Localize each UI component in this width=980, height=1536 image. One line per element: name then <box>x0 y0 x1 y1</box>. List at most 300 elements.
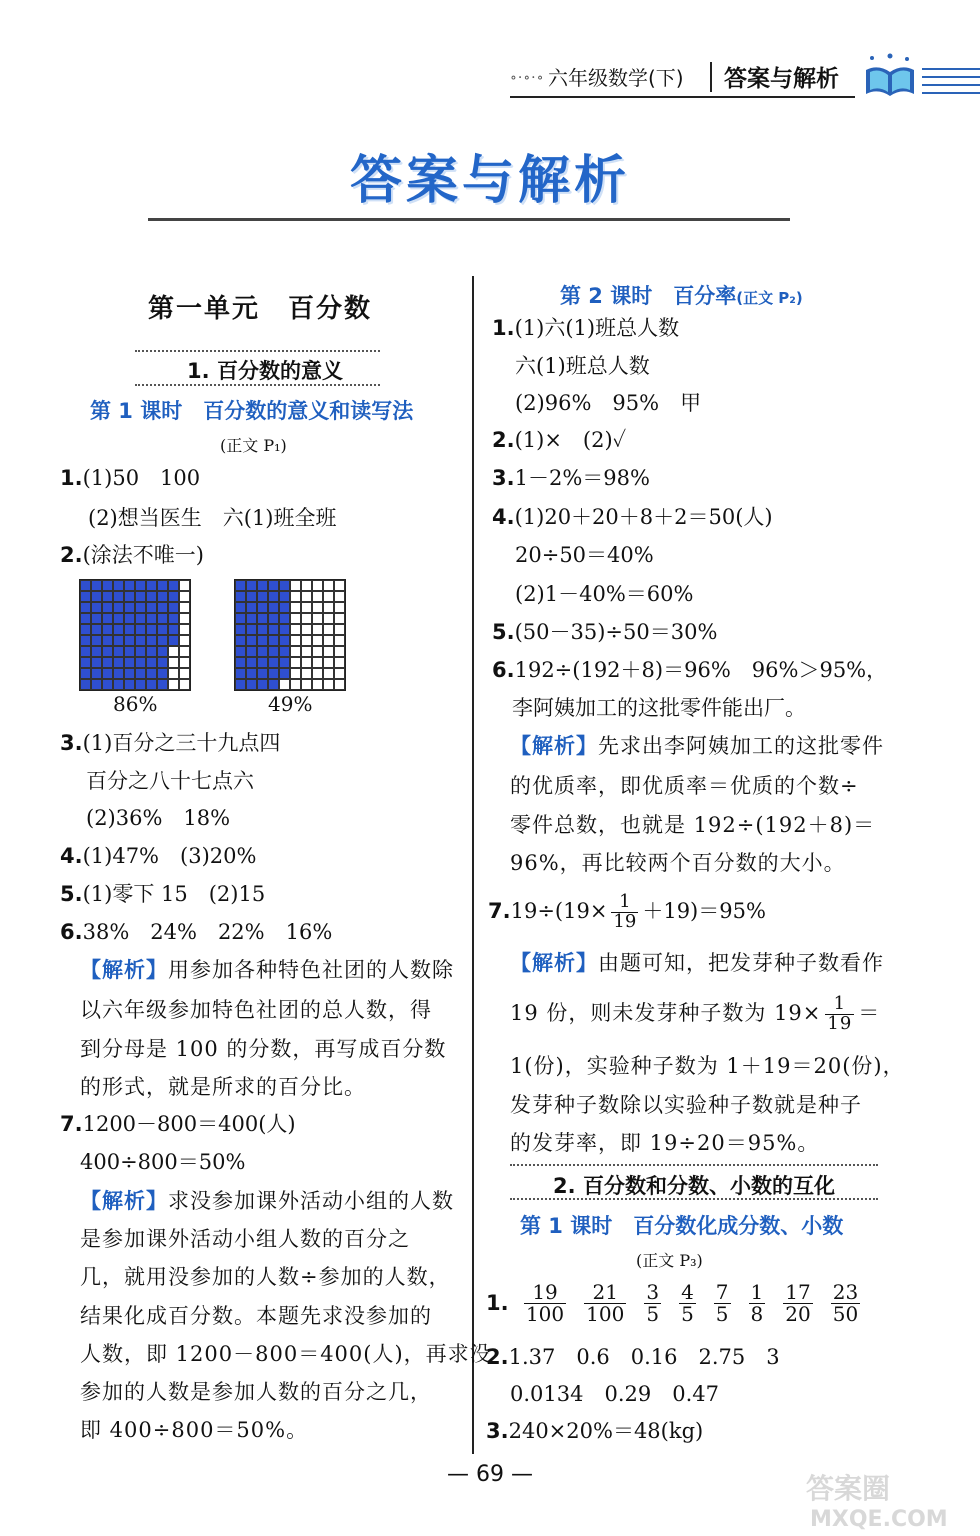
grid-cell-filled <box>80 624 91 635</box>
answer-line: 六(1)班总人数 <box>515 354 650 378</box>
fraction <box>783 1282 812 1325</box>
header-rule <box>922 68 980 70</box>
fraction <box>524 1282 566 1325</box>
grid-cell-filled <box>279 580 290 591</box>
grid-cell <box>323 646 334 657</box>
grid-cell <box>323 635 334 646</box>
grid-cell-filled <box>279 602 290 613</box>
grid-cell-filled <box>124 679 135 690</box>
denominator: 5 <box>646 1302 660 1326</box>
grid-cell-filled <box>91 580 102 591</box>
numerator: 7 <box>715 1280 729 1304</box>
grid-cell-filled <box>80 602 91 613</box>
denominator: 50 <box>832 1302 859 1326</box>
grid-cell <box>312 657 323 668</box>
grid-cell-filled <box>257 646 268 657</box>
grid-cell-filled <box>135 657 146 668</box>
answer-text: (1)47% (3)20% <box>82 844 257 868</box>
grid-cell-filled <box>235 613 246 624</box>
answer-line <box>60 545 204 566</box>
page-title: 答案与解析 <box>349 151 630 211</box>
answer-text: (1)× (2)✓ <box>514 428 627 452</box>
grid-cell-filled <box>146 635 157 646</box>
numerator: 4 <box>681 1280 694 1304</box>
grid-cell-filled <box>91 635 102 646</box>
explanation-line: 发芽种子数除以实验种子数就是种子 <box>510 1093 862 1117</box>
grid-cell-filled <box>246 580 257 591</box>
answer-line: (2)96% 95% 甲 <box>515 391 702 415</box>
grid-cell-filled <box>146 646 157 657</box>
dots-decoration: ∘·∘·∘ <box>510 70 545 86</box>
svg-text:MXQE.COM: MXQE.COM <box>810 1507 948 1532</box>
section-title: 1. 百分数的意义 <box>187 359 343 383</box>
hundred-grid-49 <box>234 579 346 691</box>
grid-cell-filled <box>246 613 257 624</box>
dotted-rule <box>510 1198 878 1200</box>
denominator: 19 <box>613 910 637 932</box>
question-number: 4. <box>492 505 515 529</box>
denominator: 100 <box>586 1302 625 1326</box>
answer-line: (2)36% 18% <box>86 806 231 830</box>
svg-text:答案圈: 答案圈 <box>806 1472 891 1505</box>
grid-cell-filled <box>268 624 279 635</box>
answer-text: (涂法不唯一) <box>82 543 204 567</box>
grid-cell <box>179 624 190 635</box>
question-number: 7. <box>60 1112 83 1136</box>
grid-cell <box>290 635 301 646</box>
answer-text: 1200－800＝400(人) <box>82 1112 296 1136</box>
grid-cell <box>312 591 323 602</box>
explanation-line: 1(份)，实验种子数为 1＋19＝20(份)， <box>510 1054 905 1078</box>
grid-cell <box>290 646 301 657</box>
grid-cell-filled <box>257 580 268 591</box>
answer-line <box>492 430 626 451</box>
grid-cell-filled <box>91 657 102 668</box>
grid-cell-filled <box>146 657 157 668</box>
grid-cell <box>301 646 312 657</box>
fraction <box>611 893 638 932</box>
grid-cell <box>334 613 345 624</box>
answer-text: 19÷(19× <box>510 898 608 923</box>
explanation-line: 人数，即 1200－800＝400(人)，再求没 <box>80 1342 492 1366</box>
grid-cell-filled <box>146 602 157 613</box>
grid-cell <box>290 668 301 679</box>
text-reference: (正文 P₁) <box>220 436 287 455</box>
grid-cell-filled <box>113 679 124 690</box>
grid-cell-filled <box>246 635 257 646</box>
fraction <box>831 1282 860 1325</box>
grid-cell-filled <box>124 624 135 635</box>
grid-cell-filled <box>124 580 135 591</box>
grid-cell <box>290 613 301 624</box>
grid-cell-filled <box>102 613 113 624</box>
grid-cell-filled <box>279 635 290 646</box>
denominator: 5 <box>715 1302 729 1326</box>
grid-cell <box>312 668 323 679</box>
grid-cell-filled <box>235 591 246 602</box>
explanation-line: 结果化成百分数。本题先求没参加的 <box>80 1304 432 1328</box>
fraction <box>644 1282 661 1325</box>
column-divider <box>472 276 474 1454</box>
answer-line <box>486 1421 703 1442</box>
answer-text: 192÷(192＋8)＝96% 96%＞95%， <box>514 658 888 682</box>
open-book-icon <box>862 52 918 100</box>
grid-cell-filled <box>157 613 168 624</box>
explanation-line: 参加的人数是参加人数的百分之几， <box>80 1380 432 1404</box>
grid-cell <box>179 668 190 679</box>
grid-cell-filled <box>135 591 146 602</box>
grid-cell-filled <box>268 635 279 646</box>
answer-line: (2)1－40%＝60% <box>515 582 694 606</box>
explanation-text: 用参加各种特色社团的人数除 <box>168 958 454 982</box>
grid-cell <box>312 635 323 646</box>
header-underline <box>510 96 855 98</box>
grid-cell-filled <box>268 679 279 690</box>
explanation-tag: 【解析】 <box>510 734 598 758</box>
grid-cell-filled <box>80 679 91 690</box>
explanation-line: 是参加课外活动小组人数的百分之 <box>80 1227 410 1251</box>
answer-text: (50－35)÷50＝30% <box>514 620 718 644</box>
explanation-line: 以六年级参加特色社团的总人数，得 <box>80 998 432 1022</box>
grid-cell-filled <box>157 679 168 690</box>
answer-line: 0.0134 0.29 0.47 <box>510 1382 719 1406</box>
grid-cell-filled <box>124 646 135 657</box>
grid-cell-filled <box>124 657 135 668</box>
denominator: 19 <box>827 1012 853 1034</box>
grid-cell-filled <box>146 668 157 679</box>
question-number: 7. <box>488 898 511 923</box>
question-number: 1. <box>492 316 515 340</box>
text-reference: (正文 P₂) <box>736 289 803 307</box>
numerator: 21 <box>584 1282 626 1304</box>
page-header <box>510 56 980 106</box>
header-section: 答案与解析 <box>724 66 839 92</box>
grid-cell-filled <box>124 602 135 613</box>
grid-cell <box>301 624 312 635</box>
grid-cell <box>301 657 312 668</box>
grid-cell <box>179 635 190 646</box>
grid-cell <box>323 679 334 690</box>
grid-cell-filled <box>146 624 157 635</box>
grid-cell-filled <box>135 635 146 646</box>
grid-cell-filled <box>257 668 268 679</box>
answer-text: ＋19)＝95% <box>642 898 766 923</box>
grid-cell-filled <box>91 613 102 624</box>
answer-line <box>492 507 773 528</box>
grid-cell-filled <box>246 668 257 679</box>
grid-cell-filled <box>146 679 157 690</box>
grid-cell-filled <box>80 580 91 591</box>
fraction-list <box>515 1280 869 1326</box>
grid-cell-filled <box>102 646 113 657</box>
grid-cell-filled <box>124 613 135 624</box>
grid-cell-filled <box>279 657 290 668</box>
answer-line <box>60 468 200 489</box>
answer-line <box>486 1347 780 1368</box>
grid-cell <box>301 635 312 646</box>
answer-text: (1)20＋20＋8＋2＝50(人) <box>514 505 773 529</box>
denominator: 8 <box>750 1302 764 1326</box>
answer-line <box>492 660 887 681</box>
grid-cell-filled <box>80 657 91 668</box>
grid-cell-filled <box>102 679 113 690</box>
grid-cell-filled <box>157 591 168 602</box>
explanation-line <box>80 1191 454 1212</box>
explanation-line: 的优质率，即优质率＝优质的个数÷ <box>510 774 859 798</box>
grid-cell <box>323 668 334 679</box>
grid-cell <box>301 602 312 613</box>
grid-cell-filled <box>235 657 246 668</box>
question-number: 4. <box>60 844 83 868</box>
fraction <box>679 1282 696 1325</box>
grid-cell-filled <box>135 602 146 613</box>
grid-cell <box>312 602 323 613</box>
numerator: 3 <box>646 1280 660 1304</box>
grid-label: 49% <box>268 692 313 716</box>
grid-cell-filled <box>146 613 157 624</box>
answer-line <box>492 318 679 339</box>
answer-line: (2)想当医生 六(1)班全班 <box>88 506 337 530</box>
question-number: 6. <box>60 920 83 944</box>
grid-cell <box>323 580 334 591</box>
grid-cell-filled <box>124 635 135 646</box>
grid-cell <box>290 580 301 591</box>
grid-cell-filled <box>113 580 124 591</box>
grid-cell <box>179 657 190 668</box>
grid-cell-filled <box>268 602 279 613</box>
grid-cell-filled <box>135 624 146 635</box>
page-number: — 69 — <box>447 1462 533 1487</box>
grid-cell <box>301 591 312 602</box>
explanation-tag: 【解析】 <box>80 1189 168 1213</box>
grid-cell-filled <box>135 580 146 591</box>
answer-text: (1)百分之三十九点四 <box>82 731 281 755</box>
numerator: 17 <box>785 1280 811 1304</box>
grid-cell <box>301 613 312 624</box>
book-title: 六年级数学(下) <box>548 66 684 90</box>
answer-line: 20÷50＝40% <box>515 543 654 567</box>
grid-cell-filled <box>157 635 168 646</box>
grid-cell-filled <box>268 591 279 602</box>
lesson-title <box>560 280 803 310</box>
grid-cell-filled <box>157 668 168 679</box>
grid-cell-filled <box>235 668 246 679</box>
question-number: 5. <box>60 882 83 906</box>
answer-line <box>492 622 717 643</box>
numerator: 1 <box>611 893 638 913</box>
grid-cell <box>168 668 179 679</box>
grid-cell-filled <box>146 580 157 591</box>
grid-cell-filled <box>235 580 246 591</box>
answer-text: 38% 24% 22% 16% <box>82 920 333 944</box>
question-number: 3. <box>492 466 515 490</box>
grid-cell <box>179 679 190 690</box>
grid-cell <box>301 679 312 690</box>
hundred-grid-86 <box>79 579 191 691</box>
grid-cell <box>179 602 190 613</box>
grid-cell-filled <box>113 624 124 635</box>
question-number: 2. <box>486 1345 509 1369</box>
fraction <box>749 1282 766 1325</box>
grid-cell <box>323 657 334 668</box>
lesson-text: 第 2 课时 百分率 <box>560 284 737 308</box>
grid-cell <box>312 624 323 635</box>
grid-cell-filled <box>91 591 102 602</box>
header-rule <box>922 84 980 86</box>
header-rule <box>922 76 980 78</box>
grid-cell-filled <box>246 657 257 668</box>
grid-cell-filled <box>246 679 257 690</box>
question-number: 6. <box>492 658 515 682</box>
explanation-line: 即 400÷800＝50%。 <box>80 1418 309 1442</box>
grid-cell-filled <box>279 613 290 624</box>
grid-cell-filled <box>80 635 91 646</box>
grid-cell-filled <box>235 679 246 690</box>
grid-cell <box>312 679 323 690</box>
answer-text: 1.37 0.6 0.16 2.75 3 <box>508 1345 780 1369</box>
grid-cell-filled <box>80 646 91 657</box>
grid-cell-filled <box>157 646 168 657</box>
grid-cell-filled <box>246 602 257 613</box>
grid-cell-filled <box>157 624 168 635</box>
grid-cell <box>290 679 301 690</box>
grid-cell-filled <box>268 580 279 591</box>
grid-cell-filled <box>135 613 146 624</box>
grid-cell <box>179 591 190 602</box>
grid-cell <box>334 624 345 635</box>
grid-cell-filled <box>113 613 124 624</box>
numerator: 1 <box>825 995 854 1015</box>
grid-cell-filled <box>124 591 135 602</box>
grid-cell <box>323 602 334 613</box>
grid-cell <box>334 679 345 690</box>
grid-cell-filled <box>113 668 124 679</box>
explanation-line <box>510 995 880 1034</box>
answer-text: (1)零下 15 (2)15 <box>82 882 266 906</box>
grid-cell-filled <box>246 646 257 657</box>
fraction <box>584 1282 626 1325</box>
grid-cell <box>334 602 345 613</box>
grid-cell-filled <box>146 591 157 602</box>
answer-line <box>60 733 280 754</box>
grid-cell <box>334 591 345 602</box>
header-separator <box>710 62 712 92</box>
grid-cell <box>334 635 345 646</box>
grid-cell <box>312 646 323 657</box>
numerator: 19 <box>524 1282 566 1304</box>
grid-cell-filled <box>157 580 168 591</box>
grid-cell-filled <box>168 624 179 635</box>
grid-cell <box>290 591 301 602</box>
denominator: 5 <box>681 1302 694 1326</box>
explanation-tag: 【解析】 <box>510 951 598 975</box>
grid-cell-filled <box>80 591 91 602</box>
question-number: 1. <box>486 1291 509 1315</box>
grid-cell <box>334 657 345 668</box>
fraction <box>825 995 854 1034</box>
dotted-rule <box>135 384 380 386</box>
grid-cell <box>179 580 190 591</box>
grid-cell-filled <box>257 657 268 668</box>
grid-cell <box>323 613 334 624</box>
answer-text: 1－2%＝98% <box>514 466 650 490</box>
denominator: 100 <box>525 1302 565 1326</box>
grid-cell-filled <box>235 602 246 613</box>
grid-cell <box>279 679 290 690</box>
grid-cell-filled <box>80 613 91 624</box>
grid-cell-filled <box>91 602 102 613</box>
grid-cell-filled <box>102 657 113 668</box>
question-number: 3. <box>60 731 83 755</box>
explanation-line: 的形式，就是所求的百分比。 <box>80 1075 366 1099</box>
grid-cell <box>312 613 323 624</box>
question-number: 3. <box>486 1419 509 1443</box>
explanation-line <box>510 953 884 974</box>
explanation-line: 几，就用没参加的人数÷参加的人数， <box>80 1265 451 1289</box>
grid-label: 86% <box>113 692 158 716</box>
question-number: 2. <box>60 543 83 567</box>
answer-line <box>60 1114 296 1135</box>
explanation-line <box>510 736 884 757</box>
grid-cell-filled <box>257 591 268 602</box>
title-rule <box>148 218 790 221</box>
grid-cell-filled <box>113 591 124 602</box>
grid-cell <box>168 646 179 657</box>
grid-cell-filled <box>91 624 102 635</box>
grid-cell-filled <box>257 613 268 624</box>
grid-cell <box>179 646 190 657</box>
grid-cell-filled <box>80 668 91 679</box>
grid-cell-filled <box>246 624 257 635</box>
grid-cell-filled <box>168 580 179 591</box>
grid-cell <box>168 657 179 668</box>
dotted-rule <box>510 1164 878 1166</box>
explanation-text: 先求出李阿姨加工的这批零件 <box>598 734 884 758</box>
grid-cell-filled <box>257 624 268 635</box>
answer-line <box>60 922 332 943</box>
explanation-text: ＝ <box>858 1000 881 1025</box>
grid-cell <box>323 591 334 602</box>
grid-cell-filled <box>257 679 268 690</box>
grid-cell-filled <box>235 624 246 635</box>
grid-cell-filled <box>168 602 179 613</box>
lesson-title: 第 1 课时 百分数的意义和读写法 <box>90 399 414 423</box>
grid-cell <box>168 679 179 690</box>
explanation-line: 的发芽率，即 19÷20＝95%。 <box>510 1131 820 1155</box>
grid-cell-filled <box>91 646 102 657</box>
grid-cell-filled <box>168 613 179 624</box>
grid-cell-filled <box>102 591 113 602</box>
answer-line: 400÷800＝50% <box>80 1150 246 1174</box>
grid-cell <box>290 602 301 613</box>
grid-cell-filled <box>102 624 113 635</box>
grid-cell-filled <box>279 624 290 635</box>
grid-cell-filled <box>257 602 268 613</box>
grid-cell <box>334 580 345 591</box>
grid-cell-filled <box>279 646 290 657</box>
grid-cell <box>301 668 312 679</box>
numerator: 23 <box>832 1280 859 1304</box>
grid-cell <box>290 657 301 668</box>
grid-cell-filled <box>235 635 246 646</box>
grid-cell-filled <box>102 580 113 591</box>
grid-cell-filled <box>257 635 268 646</box>
answer-line <box>60 846 256 867</box>
numerator: 1 <box>750 1280 764 1304</box>
grid-cell-filled <box>102 635 113 646</box>
grid-cell-filled <box>135 668 146 679</box>
grid-cell-filled <box>168 635 179 646</box>
